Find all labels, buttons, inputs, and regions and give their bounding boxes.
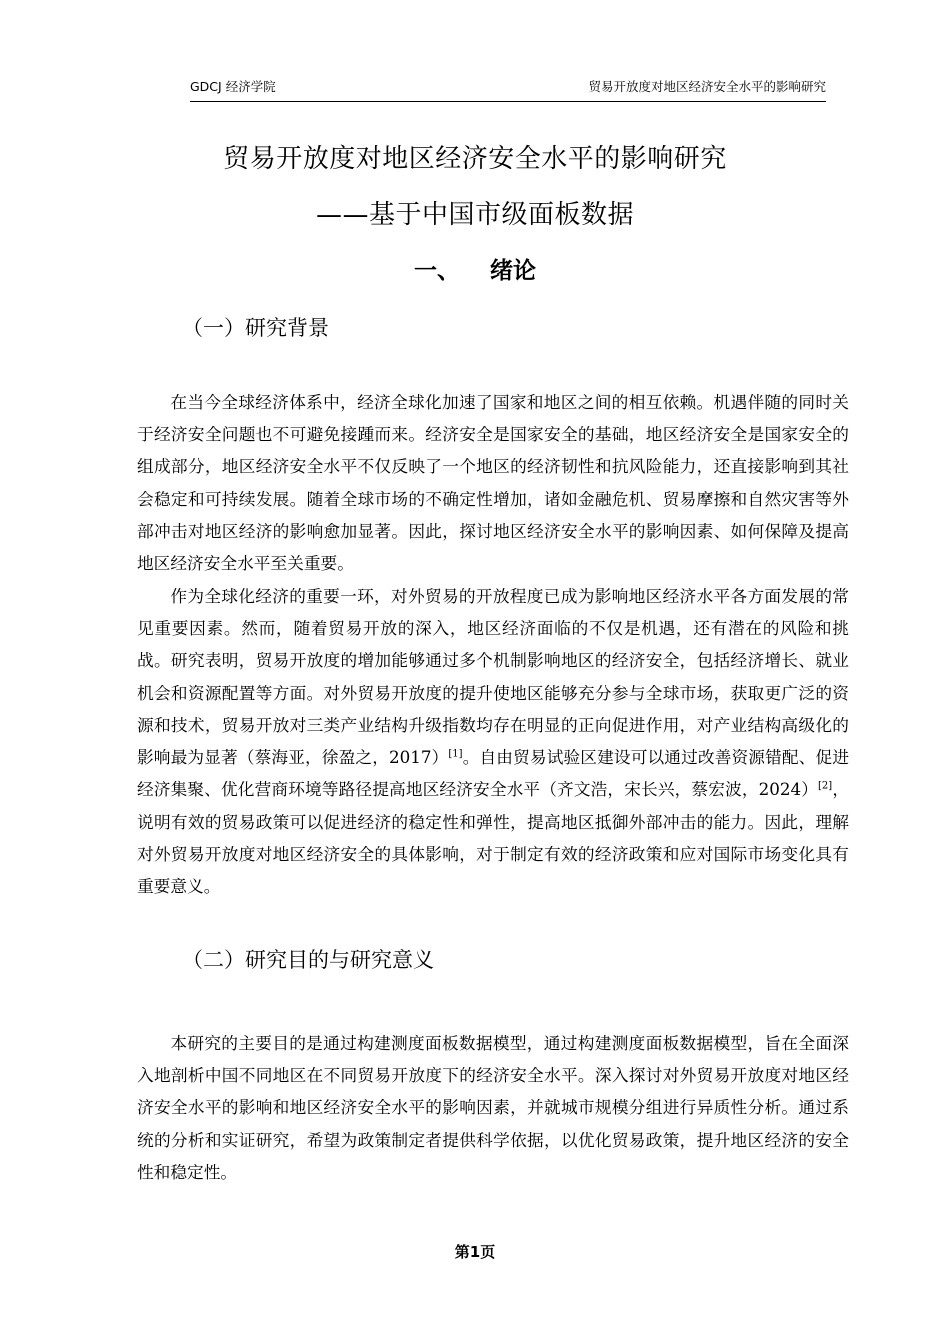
section-heading-purpose: （二）研究目的与研究意义 — [182, 948, 434, 972]
header-left: GDCJ 经济学院 — [190, 79, 276, 94]
paragraph-text: 。自由贸易试验区建设可以通过改善资源错配、促进经济集聚、优化营商环境等路径提高地区经济安全水平（齐文浩，宋长兴，蔡宏波，2024） — [137, 747, 850, 800]
citation-ref[interactable]: [2] — [818, 780, 833, 792]
document-title: 贸易开放度对地区经济安全水平的影响研究 — [223, 144, 727, 174]
paragraph-text: 作为全球化经济的重要一环，对外贸易的开放程度已成为影响地区经济水平各方面发展的常见重要因素。然而，随着贸易开放的深入，地区经济面临的不仅是机遇，还有潜在的风险和挑战。研究表明，贸易开放度的增加能够通过多个机制影响地区的经济安全，包括经济增长、就业机会和资源配置等方面。对外贸易开放度的提升使地区能够充分参与全球市场，获取更广泛的资源和技术，贸易开放对三类产业结构升级指数均存在明显的正向促进作用，对产业结构高级化的影响最为显著（蔡海亚，徐盈之，2017） — [137, 585, 849, 768]
citation-ref[interactable]: [1] — [448, 748, 463, 760]
chapter-heading — [0, 256, 950, 286]
paragraph-trade-openness — [137, 580, 849, 903]
chapter-number: 一、 — [414, 258, 460, 284]
document-subtitle: ——基于中国市级面板数据 — [315, 200, 634, 230]
paragraph-text: ，说明有效的贸易政策可以促进经济的稳定性和弹性，提高地区抵御外部冲击的能力。因此，理解对外贸易开放度对地区经济安全的具体影响，对于制定有效的经济政策和应对国际市场变化具有重要意义。 — [137, 779, 850, 897]
paragraph-purpose: 本研究的主要目的是通过构建测度面板数据模型，通过构建测度面板数据模型，旨在全面深入地剖析中国不同地区在不同贸易开放度下的经济安全水平。深入探讨对外贸易开放度对地区经济安全水平的影响和地区经济安全水平的影响因素，并就城市规模分组进行异质性分析。通过系统的分析和实证研究，希望为政策制定者提供科学依据，以优化贸易政策，提升地区经济的安全性和稳定性。 — [137, 1032, 849, 1182]
section-heading-background: （一）研究背景 — [182, 316, 329, 340]
paragraph-background: 在当今全球经济体系中，经济全球化加速了国家和地区之间的相互依赖。机遇伴随的同时关于经济安全问题也不可避免接踵而来。经济安全是国家安全的基础，地区经济安全是国家安全的组成部分，地区经济安全水平不仅反映了一个地区的经济韧性和抗风险能力，还直接影响到其社会稳定和可持续发展。随着全球市场的不确定性增加，诸如金融危机、贸易摩擦和自然灾害等外部冲击对地区经济的影响愈加显著。因此，探讨地区经济安全水平的影响因素、如何保障及提高地区经济安全水平至关重要。 — [137, 391, 849, 574]
header-right: 贸易开放度对地区经济安全水平的影响研究 — [588, 79, 826, 94]
running-header — [190, 79, 826, 102]
chapter-title: 绪论 — [490, 258, 536, 284]
page-number: 第1页 — [454, 1243, 496, 1261]
